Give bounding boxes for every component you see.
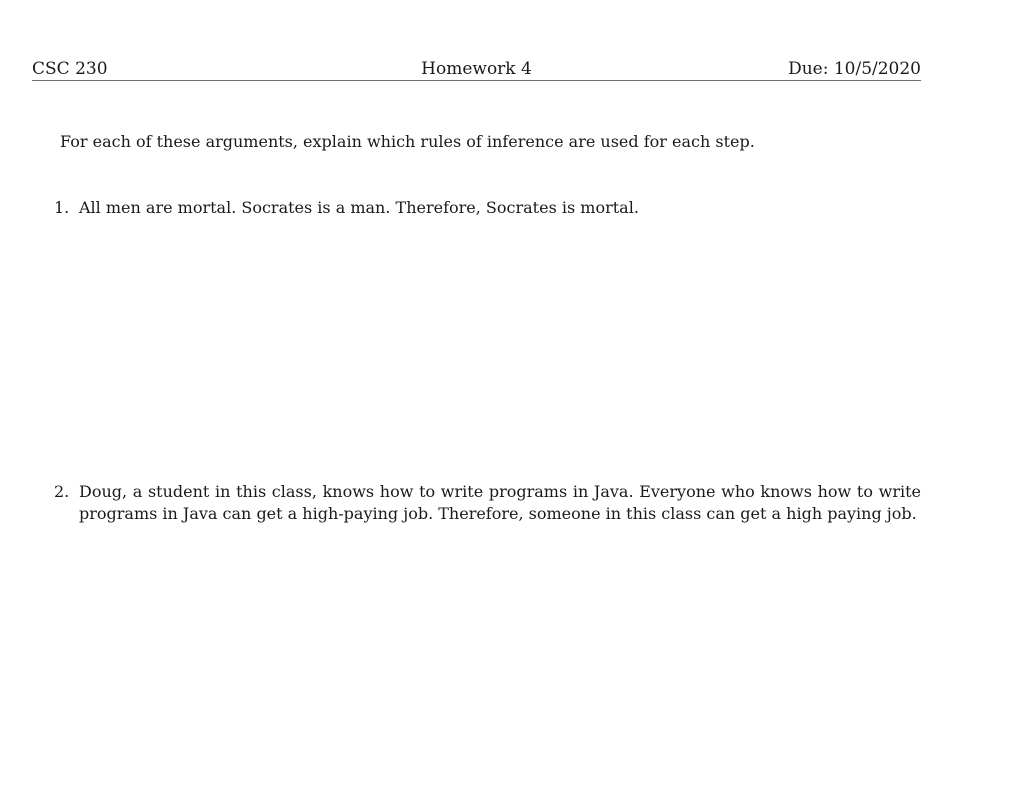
due-date: Due: 10/5/2020 (788, 59, 921, 79)
page-header (32, 58, 921, 81)
problem-text: Doug, a student in this class, knows how to write programs in Java. Everyone who knows how to write programs in Java can get a high-paying job. Therefore, someone in this class can get a high paying job. (79, 482, 921, 523)
problem-text: All men are mortal. Socrates is a man. Therefore, Socrates is mortal. (79, 198, 639, 217)
problem-number: 1. (54, 198, 70, 217)
problem-1 (54, 197, 921, 219)
problem-2 (54, 481, 921, 525)
course-code: CSC 230 (32, 59, 108, 79)
assignment-title: Homework 4 (421, 59, 532, 79)
instructions-text: For each of these arguments, explain which rules of inference are used for each step. (60, 132, 755, 151)
problem-number: 2. (54, 482, 70, 501)
